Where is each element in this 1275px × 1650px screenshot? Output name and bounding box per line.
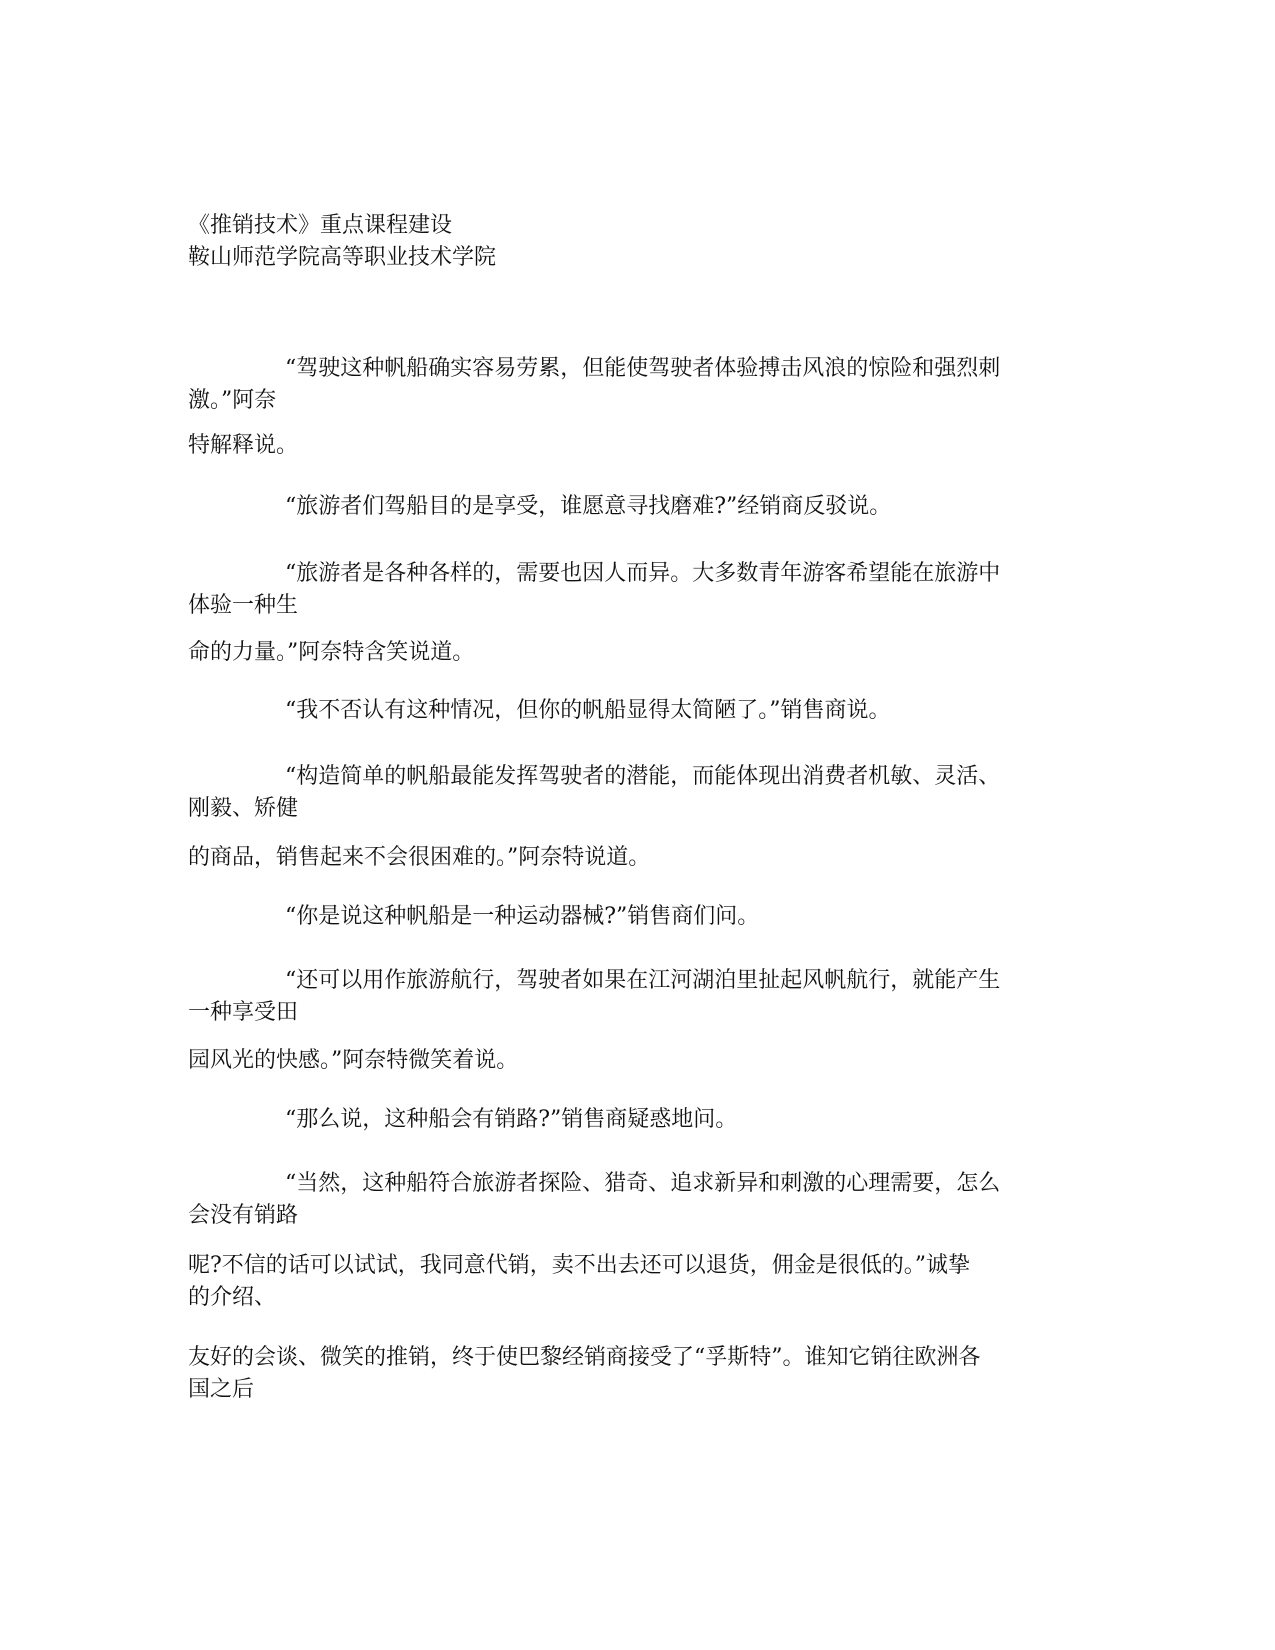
text-line: “旅游者们驾船目的是享受，谁愿意寻找磨难?”经销商反驳说。 (285, 494, 892, 519)
text-line: “当然，这种船符合旅游者探险、猎奇、追求新异和刺激的心理需要，怎么 (285, 1171, 1001, 1196)
text-line: 的介绍、 (188, 1285, 277, 1310)
document-header (188, 210, 496, 274)
text-line: “还可以用作旅游航行，驾驶者如果在江河湖泊里扯起风帆航行，就能产生 (285, 968, 1001, 993)
text-line: 特解释说。 (188, 433, 299, 458)
text-line: 呢?不信的话可以试试，我同意代销，卖不出去还可以退货，佣金是很低的。”诚挚 (188, 1253, 971, 1278)
text-line: “你是说这种帆船是一种运动器械?”销售商们问。 (285, 904, 760, 929)
text-line: 的商品，销售起来不会很困难的。”阿奈特说道。 (188, 845, 651, 870)
text-line: 友好的会谈、微笑的推销，终于使巴黎经销商接受了“孚斯特”。谁知它销往欧洲各 (188, 1345, 981, 1370)
text-line: “那么说，这种船会有销路?”销售商疑惑地问。 (285, 1107, 738, 1132)
text-line: 一种享受田 (188, 1000, 299, 1025)
text-line: 园风光的快感。”阿奈特微笑着说。 (188, 1048, 519, 1073)
text-line: “旅游者是各种各样的，需要也因人而异。大多数青年游客希望能在旅游中 (285, 561, 1001, 586)
text-line: 命的力量。”阿奈特含笑说道。 (188, 640, 475, 665)
text-line: 刚毅、矫健 (188, 796, 299, 821)
text-line: 体验一种生 (188, 593, 299, 618)
text-line: “构造简单的帆船最能发挥驾驶者的潜能，而能体现出消费者机敏、灵活、 (285, 764, 1001, 789)
text-line: “驾驶这种帆船确实容易劳累，但能使驾驶者体验搏击风浪的惊险和强烈刺 (285, 356, 1001, 381)
text-line: “我不否认有这种情况，但你的帆船显得太简陋了。”销售商说。 (285, 698, 891, 723)
text-line: 国之后 (188, 1377, 255, 1402)
course-title: 《推销技术》重点课程建设 (188, 213, 453, 238)
text-line: 激。”阿奈 (188, 388, 277, 413)
institution-name: 鞍山师范学院高等职业技术学院 (188, 245, 497, 270)
text-line: 会没有销路 (188, 1203, 299, 1228)
